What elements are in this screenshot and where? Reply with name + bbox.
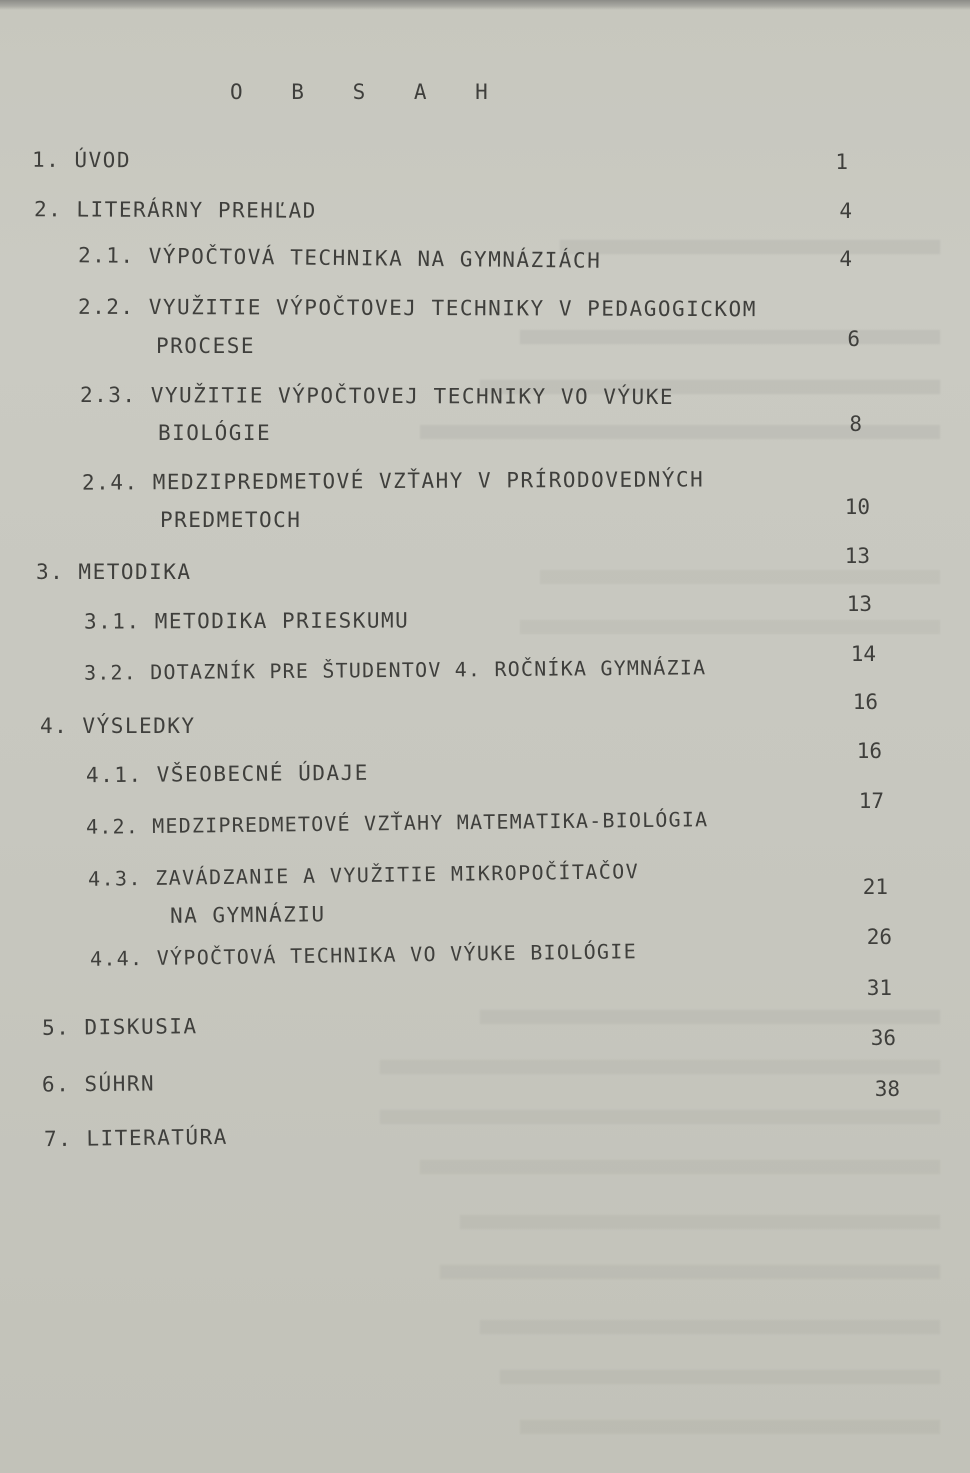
toc-entry-label: 2.1. VÝPOČTOVÁ TECHNIKA NA GYMNÁZIÁCH [77, 243, 602, 273]
toc-entry-page: 21 [862, 875, 888, 899]
toc-entry-label: 4.2. MEDZIPREDMETOVÉ VZŤAHY MATEMATIKA-BIOLÓGIA [85, 807, 709, 839]
toc-entry-label: 4. VÝSLEDKY [40, 714, 196, 738]
toc-entry-label: 2. LITERÁRNY PREHĽAD [33, 197, 317, 223]
toc-entry-page: 4 [839, 247, 852, 271]
toc-entry-label: 4.4. VÝPOČTOVÁ TECHNIKA VO VÝUKE BIOLÓGIE [89, 939, 638, 971]
bleed-through-line [420, 1160, 940, 1174]
toc-entry-label: 3.2. DOTAZNÍK PRE ŠTUDENTOV 4. ROČNÍKA GYMNÁZIA [83, 655, 707, 685]
toc-entry-page: 26 [866, 925, 892, 949]
toc-entry-page: 13 [844, 544, 870, 568]
document-title: O B S A H [230, 80, 506, 104]
toc-entry-label-continuation: BIOLÓGIE [158, 421, 272, 445]
bleed-through-line [420, 425, 940, 439]
toc-entry-label: 2.4. MEDZIPREDMETOVÉ VZŤAHY V PRÍRODOVEDNÝCH [81, 467, 705, 495]
page-top-edge [0, 0, 970, 10]
bleed-through-line [540, 570, 940, 584]
toc-entry-page: 4 [839, 199, 852, 223]
toc-entry-label-continuation: PREDMETOCH [160, 508, 302, 532]
toc-entry-page: 36 [870, 1026, 896, 1050]
bleed-through-line [480, 1320, 940, 1334]
toc-entry-page: 13 [846, 592, 872, 616]
bleed-through-line [380, 1110, 940, 1124]
toc-entry-page: 16 [852, 690, 878, 714]
toc-entry-page: 6 [847, 327, 860, 351]
toc-entry-page: 31 [866, 976, 892, 1000]
toc-entry-label: 4.3. ZAVÁDZANIE A VYUŽITIE MIKROPOČÍTAČOV [87, 859, 640, 891]
toc-entry-label-continuation: PROCESE [156, 334, 256, 358]
bleed-through-line [440, 1265, 940, 1279]
toc-entry-label-continuation: NA GYMNÁZIU [169, 902, 326, 928]
toc-entry-label: 7. LITERATÚRA [43, 1124, 229, 1152]
toc-entry-label: 3. METODIKA [36, 560, 192, 584]
toc-entry-page: 38 [874, 1077, 900, 1101]
toc-entry-label: 4.1. VŠEOBECNÉ ÚDAJE [85, 760, 369, 788]
toc-entry-page: 14 [850, 642, 876, 666]
bleed-through-line [520, 330, 940, 344]
toc-entry-label: 1. ÚVOD [31, 147, 132, 173]
bleed-through-line [500, 1370, 940, 1384]
bleed-through-line [480, 1010, 940, 1024]
toc-entry-label: 6. SÚHRN [41, 1071, 156, 1097]
toc-entry-label: 2.2. VYUŽITIE VÝPOČTOVEJ TECHNIKY V PEDAGOGICKOM [77, 294, 757, 322]
bleed-through-line [520, 1420, 940, 1434]
toc-entry-label: 2.3. VYUŽITIE VÝPOČTOVEJ TECHNIKY VO VÝUKE [79, 382, 675, 410]
bleed-through-line [380, 1060, 940, 1074]
toc-entry-page: 1 [835, 150, 848, 174]
toc-entry-page: 16 [856, 739, 882, 763]
toc-entry-page: 8 [849, 412, 862, 436]
bleed-through-line [560, 240, 940, 254]
bleed-through-line [460, 1215, 940, 1229]
bleed-through-line [520, 620, 940, 634]
toc-entry-label: 5. DISKUSIA [41, 1014, 198, 1040]
toc-entry-label: 3.1. METODIKA PRIESKUMU [83, 608, 410, 634]
toc-entry-page: 10 [844, 495, 870, 519]
toc-entry-page: 17 [858, 789, 884, 813]
